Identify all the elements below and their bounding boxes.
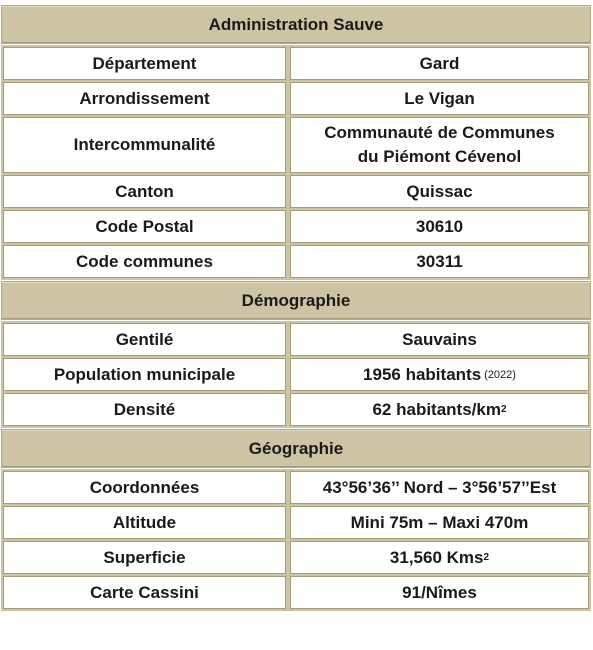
table-row-arrondissement	[1, 80, 591, 117]
section-title: Démographie	[241, 290, 351, 310]
row-label: Code Postal	[3, 210, 286, 243]
section-header-administration	[1, 5, 591, 44]
row-label: Arrondissement	[3, 82, 286, 115]
row-value: Quissac	[290, 175, 589, 208]
row-value: Mini 75m – Maxi 470m	[290, 506, 589, 539]
row-value	[290, 358, 589, 391]
row-label: Département	[3, 47, 286, 80]
row-label: Densité	[3, 393, 286, 426]
row-label: Coordonnées	[3, 471, 286, 504]
table-row-densite	[1, 391, 591, 428]
row-value-line1: Communauté de Communes	[324, 123, 555, 142]
row-value	[290, 117, 589, 173]
table-row-population	[1, 356, 591, 393]
row-value: 91/Nîmes	[290, 576, 589, 609]
densite-value: 62 habitants/km	[372, 399, 501, 419]
population-value: 1956 habitants	[363, 364, 482, 384]
info-table	[1, 1, 591, 611]
table-row-altitude	[1, 504, 591, 541]
section-title: Géographie	[248, 438, 344, 458]
superficie-value: 31,560 Kms	[389, 547, 484, 567]
row-label: Superficie	[3, 541, 286, 574]
row-label: Canton	[3, 175, 286, 208]
table-row-carte-cassini	[1, 574, 591, 611]
table-row-canton	[1, 173, 591, 210]
table-row-code-communes	[1, 243, 591, 280]
row-value: 30610	[290, 210, 589, 243]
row-value: Le Vigan	[290, 82, 589, 115]
row-value-line2: du Piémont Cévenol	[357, 147, 522, 166]
table-row-gentile	[1, 321, 591, 358]
row-label: Code communes	[3, 245, 286, 278]
row-label: Gentilé	[3, 323, 286, 356]
section-title: Administration Sauve	[208, 14, 384, 34]
table-row-coordonnees	[1, 469, 591, 506]
section-header-geographie	[1, 429, 591, 468]
table-row-superficie	[1, 539, 591, 576]
row-value: 62 habitants/km 2	[290, 393, 589, 426]
section-header-demographie	[1, 281, 591, 320]
row-label: Intercommunalité	[3, 117, 286, 173]
row-value: Gard	[290, 47, 589, 80]
row-label: Altitude	[3, 506, 286, 539]
row-value: 43°56’36’’ Nord – 3°56’57’’Est	[290, 471, 589, 504]
table-row-departement	[1, 45, 591, 82]
row-value: 30311	[290, 245, 589, 278]
row-value: 31,560 Kms 2	[290, 541, 589, 574]
row-label: Population municipale	[3, 358, 286, 391]
table-row-code-postal	[1, 208, 591, 245]
row-label: Carte Cassini	[3, 576, 286, 609]
row-value: Sauvains	[290, 323, 589, 356]
population-year-note: (2022)	[484, 368, 516, 381]
table-row-intercommunalite	[1, 115, 591, 175]
